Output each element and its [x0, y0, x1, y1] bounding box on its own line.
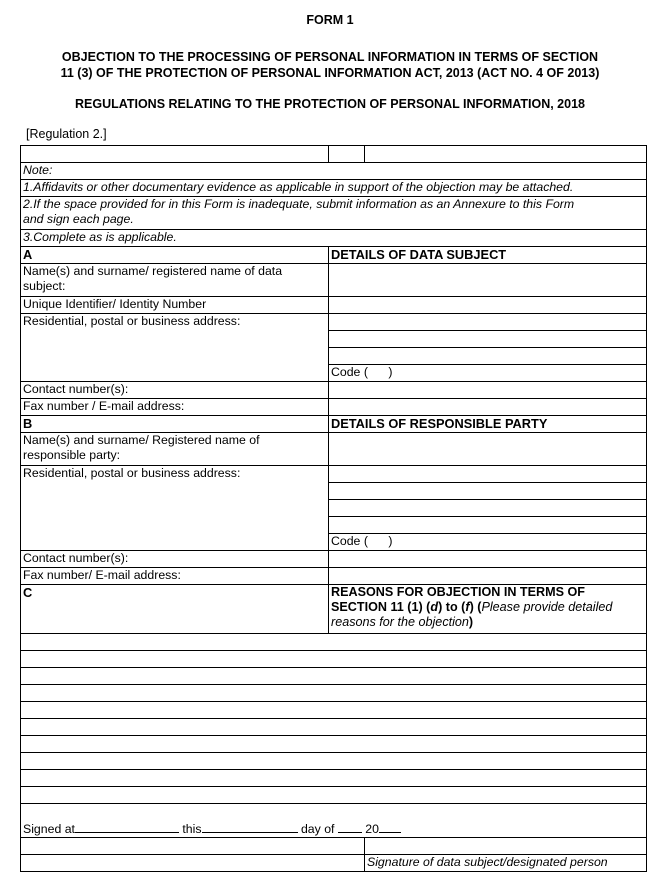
responsible-party-fax-field[interactable]: [329, 568, 647, 585]
blank-cell: [21, 500, 329, 517]
section-a-letter: A: [21, 247, 329, 264]
section-c-heading-line-2: [331, 600, 644, 615]
heading-text: ): [468, 615, 474, 629]
blank-cell: [21, 146, 329, 163]
responsible-party-name-field[interactable]: [329, 433, 647, 466]
data-subject-address-line-2[interactable]: [329, 331, 647, 348]
reasons-line-5[interactable]: [21, 702, 647, 719]
regulation-reference: [Regulation 2.]: [26, 127, 107, 141]
signed-day-field[interactable]: [202, 820, 298, 833]
data-subject-fax-field[interactable]: [329, 399, 647, 416]
signature-label: Signature of data subject/designated person: [365, 855, 647, 872]
responsible-party-address-line-1[interactable]: [329, 466, 647, 483]
blank-cell: [21, 804, 647, 821]
reasons-line-3[interactable]: [21, 668, 647, 685]
section-c-heading: [329, 585, 647, 634]
data-subject-address-label: Residential, postal or business address:: [21, 314, 329, 331]
blank-cell: [21, 855, 365, 872]
section-c-letter: C: [21, 585, 329, 634]
day-of-label: day of: [300, 822, 335, 836]
blank-cell: [21, 331, 329, 348]
responsible-party-name-label: [21, 433, 329, 466]
reasons-line-6[interactable]: [21, 719, 647, 736]
signed-month-field[interactable]: [338, 820, 362, 833]
reasons-line-10[interactable]: [21, 787, 647, 804]
data-subject-name-field[interactable]: [329, 264, 647, 297]
heading-text: ) to (: [438, 600, 466, 614]
section-a-heading: DETAILS OF DATA SUBJECT: [329, 247, 647, 264]
note-3: 3.Complete as is applicable.: [21, 230, 647, 247]
blank-cell: [21, 365, 329, 382]
reasons-line-2[interactable]: [21, 651, 647, 668]
data-subject-name-label: [21, 264, 329, 297]
responsible-party-contact-label: Contact number(s):: [21, 551, 329, 568]
blank-cell: [365, 146, 647, 163]
responsible-party-address-label: Residential, postal or business address:: [21, 466, 329, 483]
signature-field[interactable]: [365, 838, 647, 855]
name-label-line-2: responsible party:: [23, 448, 121, 462]
responsible-party-postal-code[interactable]: Code ( ): [329, 534, 647, 551]
blank-cell: [21, 483, 329, 500]
signed-at-place-field[interactable]: [75, 820, 179, 833]
heading-text: SECTION 11 (1) (: [331, 600, 431, 614]
data-subject-id-label: Unique Identifier/ Identity Number: [21, 297, 329, 314]
heading-text: reasons for the objection: [331, 615, 469, 629]
blank-cell: [21, 534, 329, 551]
data-subject-address-line-1[interactable]: [329, 314, 647, 331]
blank-cell: [21, 517, 329, 534]
this-label: this: [182, 822, 202, 836]
data-subject-fax-label: Fax number / E-mail address:: [21, 399, 329, 416]
form-title-line-1: OBJECTION TO THE PROCESSING OF PERSONAL INFORMATION IN TERMS OF SECTION: [61, 50, 599, 64]
signed-at-row: [21, 820, 647, 838]
note-2-line-2: and sign each page.: [23, 212, 134, 226]
reasons-line-1[interactable]: [21, 634, 647, 651]
objection-form-table: [20, 145, 647, 872]
data-subject-contact-field[interactable]: [329, 382, 647, 399]
data-subject-contact-label: Contact number(s):: [21, 382, 329, 399]
responsible-party-fax-label: Fax number/ E-mail address:: [21, 568, 329, 585]
note-2: [21, 197, 647, 230]
reasons-line-8[interactable]: [21, 753, 647, 770]
section-c-heading-line-3: [331, 615, 644, 630]
data-subject-id-field[interactable]: [329, 297, 647, 314]
note-2-line-1: 2.If the space provided for in this Form is inadequate, submit information as an Annexure to this Form: [23, 197, 575, 211]
reasons-line-9[interactable]: [21, 770, 647, 787]
section-b-letter: B: [21, 416, 329, 433]
form-number: FORM 1: [306, 13, 354, 27]
reasons-line-4[interactable]: [21, 685, 647, 702]
note-1: 1.Affidavits or other documentary evidence as applicable in support of the objection may be attached.: [21, 180, 647, 197]
section-b-heading: DETAILS OF RESPONSIBLE PARTY: [329, 416, 647, 433]
name-label-line-1: Name(s) and surname/ registered name of data: [23, 264, 283, 278]
name-label-line-2: subject:: [23, 279, 66, 293]
heading-text: f: [465, 600, 470, 614]
heading-text: d: [430, 600, 439, 614]
heading-text: Please provide detailed: [481, 600, 613, 614]
data-subject-address-line-3[interactable]: [329, 348, 647, 365]
responsible-party-address-line-2[interactable]: [329, 483, 647, 500]
regulations-title: REGULATIONS RELATING TO THE PROTECTION OF PERSONAL INFORMATION, 2018: [75, 97, 585, 111]
heading-text: ) (: [469, 600, 482, 614]
section-c-heading-line-1: REASONS FOR OBJECTION IN TERMS OF: [331, 585, 585, 599]
signed-year-field[interactable]: [379, 820, 401, 833]
data-subject-postal-code[interactable]: Code ( ): [329, 365, 647, 382]
blank-cell: [329, 146, 365, 163]
year-label: 20: [365, 822, 379, 836]
responsible-party-address-line-3[interactable]: [329, 500, 647, 517]
note-heading: Note:: [21, 163, 647, 180]
responsible-party-address-line-4[interactable]: [329, 517, 647, 534]
form-title: [0, 49, 660, 81]
reasons-line-7[interactable]: [21, 736, 647, 753]
signed-at-label: Signed at: [23, 822, 75, 836]
responsible-party-contact-field[interactable]: [329, 551, 647, 568]
form-title-line-2: 11 (3) OF THE PROTECTION OF PERSONAL INFORMATION ACT, 2013 (ACT NO. 4 OF 2013): [60, 66, 600, 80]
name-label-line-1: Name(s) and surname/ Registered name of: [23, 433, 260, 447]
blank-cell: [21, 348, 329, 365]
blank-cell: [21, 838, 365, 855]
